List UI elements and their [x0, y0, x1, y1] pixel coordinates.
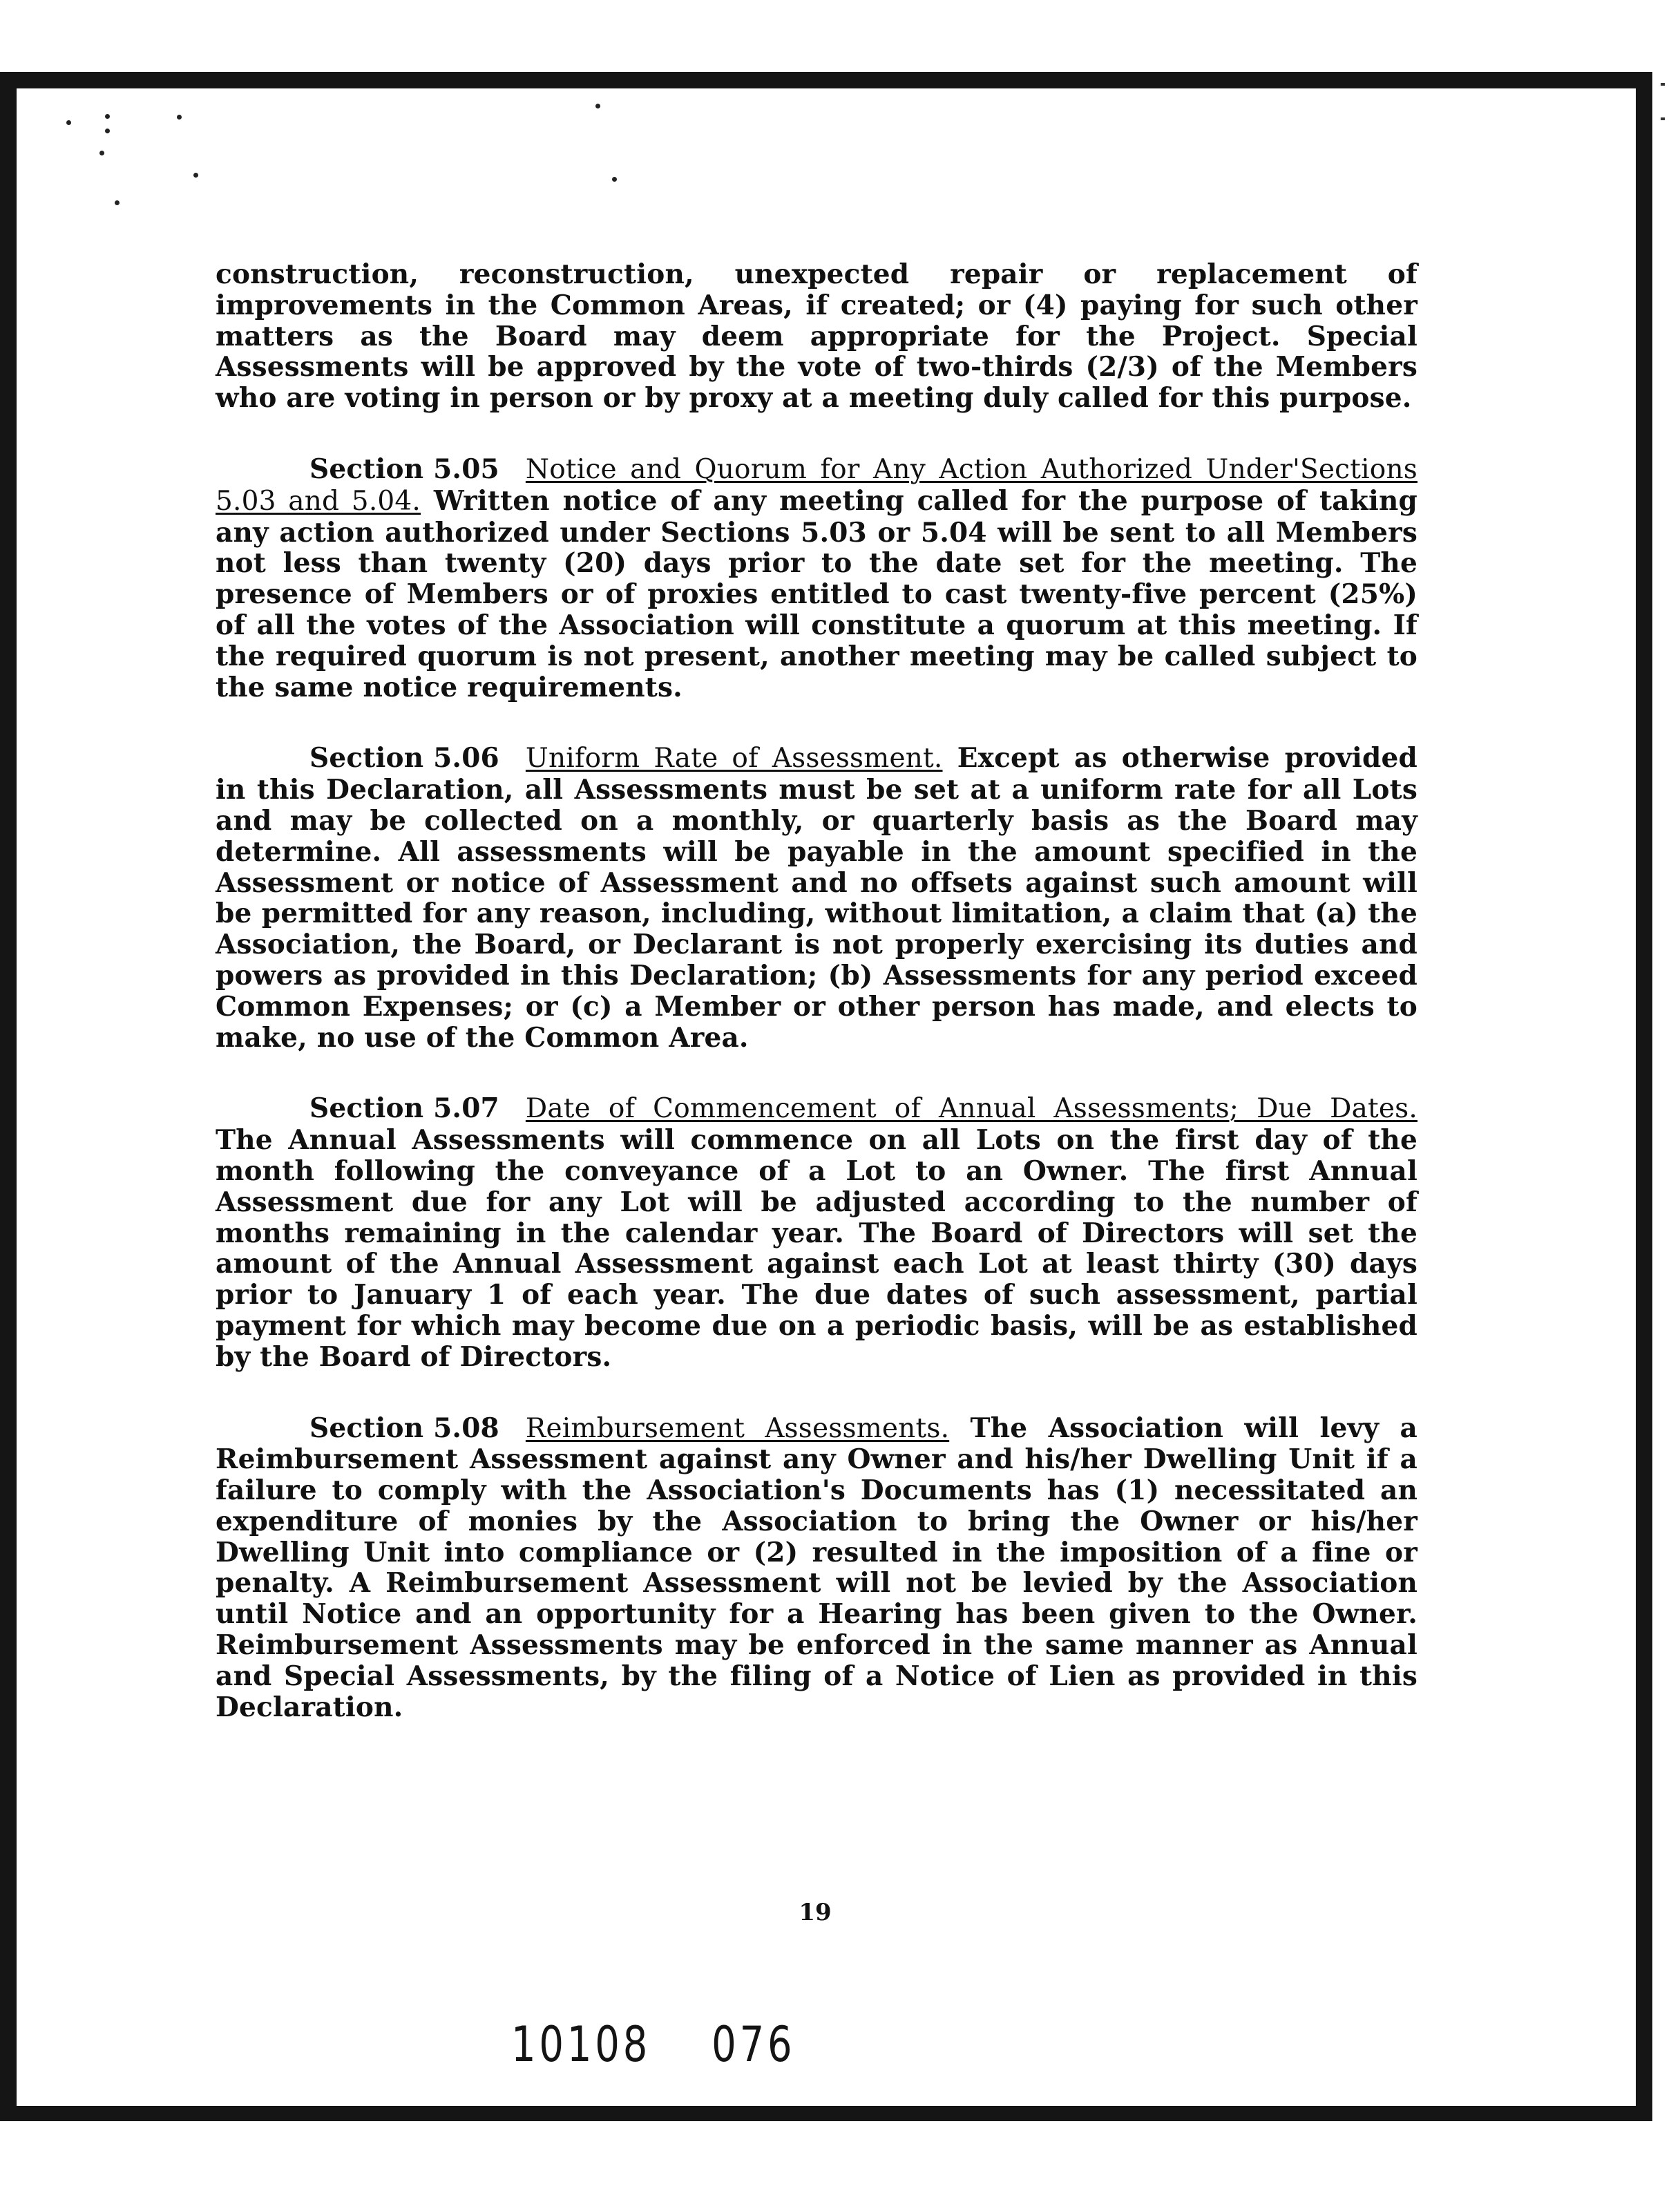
- scan-border-bottom: [0, 2106, 1652, 2121]
- section-5-05: [216, 454, 1418, 703]
- section-title: Notice and Quorum for Any Action Authorized Under'Sections 5.03 and 5.04.: [216, 453, 1418, 517]
- scan-border-right: [1636, 72, 1652, 2121]
- scan-speck: [193, 173, 198, 178]
- scan-border-left: [0, 72, 17, 2121]
- section-title: Date of Commencement of Annual Assessments; Due Dates.: [525, 1093, 1418, 1125]
- document-body: [216, 259, 1418, 1763]
- section-number: Section 5.07: [309, 1092, 499, 1125]
- scan-speck: [177, 115, 182, 120]
- section-title: Uniform Rate of Assessment.: [525, 743, 943, 775]
- section-number: Section 5.06: [309, 742, 499, 775]
- scan-speck: [66, 120, 71, 125]
- paragraph-text: The Association will levy a Reimbursement Assessment against any Owner and his/her Dwelling Unit if a failure to comply with the Association's Documents has (1) necessitated an expenditure of monies by the Association to bring the Owner or his/her Dwelling Unit into compliance or (2) resulted in the imposition of a fine or penalty. A Reimbursement Assessment will not be levied by the Association until Notice and an opportunity for a Hearing has been given to the Owner. Reimbursement Assessments may be enforced in the same manner as Annual and Special Assessments, by the filing of a Notice of Lien as provided in this Declaration.: [216, 1412, 1418, 1723]
- scan-speck: [115, 200, 120, 205]
- section-5-06: [216, 743, 1418, 1053]
- paragraph-continuation: [216, 259, 1418, 414]
- paragraph-text: Except as otherwise provided in this Declaration, all Assessments must be set at a uniform rate for all Lots and may be collected on a monthly, or quarterly basis as the Board may determine. All assessments will be payable in the amount specified in the Assessment or notice of Assessment and no offsets against such amount will be permitted for any reason, including, without limitation, a claim that (a) the Association, the Board, or Declarant is not properly exercising its duties and powers as provided in this Declaration; (b) Assessments for any period exceed Common Expenses; or (c) a Member or other person has made, and elects to make, no use of the Common Area.: [216, 742, 1418, 1054]
- section-5-07: [216, 1093, 1418, 1372]
- stamp-book-number: 10108: [511, 2016, 651, 2073]
- scan-speck: [612, 177, 617, 182]
- paragraph-text: construction, reconstruction, unexpected repair or replacement of improvements in the Common Areas, if created; or (4) paying for such other matters as the Board may deem appropriate for the Project. Special Assessments will be approved by the vote of two-thirds (2/3) of the Members who are voting in person or by proxy at a meeting duly called for this purpose.: [216, 258, 1418, 415]
- page-number: 19: [799, 1899, 832, 1926]
- scan-speck: [595, 104, 600, 108]
- scan-speck: [105, 129, 110, 133]
- section-5-08: [216, 1413, 1418, 1723]
- scan-speck: [99, 151, 104, 155]
- scan-border-top: [0, 72, 1652, 88]
- stamp-page-number: 076: [712, 2016, 796, 2073]
- margin-marks: [1661, 83, 1665, 120]
- paragraph-text: The Annual Assessments will commence on all Lots on the first day of the month following the conveyance of a Lot to an Owner. The first Annual Assessment due for any Lot will be adjusted according to the number of months remaining in the calendar year. The Board of Directors will set the amount of the Annual Assessment against each Lot at least thirty (30) days prior to January 1 of each year. The due dates of such assessment, partial payment for which may become due on a periodic basis, will be as established by the Board of Directors.: [216, 1124, 1418, 1373]
- recording-stamp: [511, 2016, 898, 2073]
- section-number: Section 5.08: [309, 1412, 499, 1444]
- scan-speck: [105, 114, 110, 119]
- section-number: Section 5.05: [309, 453, 499, 485]
- section-title: Reimbursement Assessments.: [525, 1412, 950, 1444]
- paragraph-text: Written notice of any meeting called for the purpose of taking any action authorized under Sections 5.03 or 5.04 will be sent to all Members not less than twenty (20) days prior to the date set for the meeting. The presence of Members or of proxies entitled to cast twenty-five percent (25%) of all the votes of the Association will constitute a quorum at this meeting. If the required quorum is not present, another meeting may be called subject to the same notice requirements.: [216, 484, 1418, 703]
